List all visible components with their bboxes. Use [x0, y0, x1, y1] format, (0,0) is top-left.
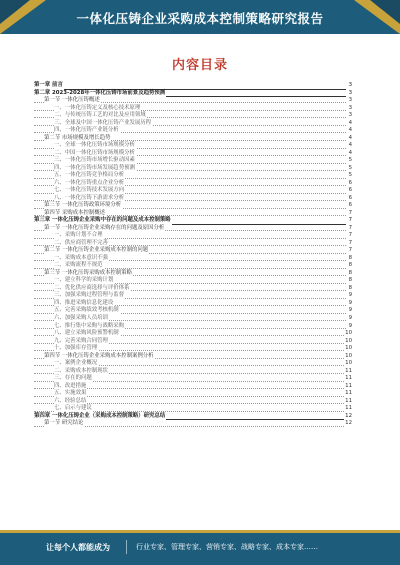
toc-entry-label: 五、完善采购绩效考核机制 [54, 307, 119, 314]
toc-entry-label: 六、加强采购人员培训 [54, 314, 108, 321]
toc-entry-page: 6 [348, 194, 352, 201]
toc-entry-page: 4 [348, 127, 352, 134]
toc-entry[interactable] [34, 135, 352, 143]
toc-entry[interactable] [34, 82, 352, 90]
toc-entry-page: 3 [348, 82, 352, 88]
toc-entry[interactable] [34, 292, 352, 300]
toc-entry-label: 二、采购流程不规范 [54, 262, 103, 269]
toc-entry-page: 10 [345, 360, 352, 367]
toc-entry-label: 九、完善采购合同管理 [54, 337, 108, 344]
toc-entry-label: 六、一体化压铸重点企业分析 [54, 179, 125, 186]
toc-entry[interactable] [34, 262, 352, 270]
table-of-contents [34, 82, 352, 428]
toc-entry-label: 第一节 一体化压铸概述 [44, 97, 100, 104]
toc-entry-label: 三、存在的问题 [54, 375, 92, 382]
toc-entry-page: 11 [345, 390, 352, 397]
toc-entry[interactable] [34, 420, 352, 428]
toc-entry[interactable] [34, 97, 352, 105]
toc-entry-page: 12 [345, 412, 352, 419]
toc-entry-page: 8 [348, 269, 352, 276]
toc-entry-label: 七、启示与建议 [54, 405, 92, 412]
toc-entry-page: 4 [348, 134, 352, 141]
toc-entry[interactable] [34, 277, 352, 285]
toc-entry-page: 4 [348, 149, 352, 156]
toc-entry-label: 第一章 前言 [34, 82, 63, 88]
toc-leader-dots [34, 82, 346, 90]
toc-entry-page: 6 [348, 179, 352, 186]
toc-entry-label: 二、采购成本控制现状 [54, 367, 108, 374]
toc-entry-label: 三、全球及中国一体化压铸产业发展历程 [54, 119, 152, 126]
toc-entry[interactable] [34, 120, 352, 128]
footer-slogan: 让每个人都能成为 [46, 543, 110, 552]
toc-entry[interactable] [34, 383, 352, 391]
toc-entry-page: 4 [348, 119, 352, 126]
toc-entry-page: 11 [345, 397, 352, 404]
toc-entry[interactable] [34, 315, 352, 323]
toc-entry-page: 6 [348, 187, 352, 194]
toc-entry-label: 第三节 一体化压铸政策环境分析 [44, 202, 122, 209]
toc-entry[interactable] [34, 187, 352, 195]
toc-entry-page: 6 [348, 202, 352, 209]
toc-entry[interactable] [34, 405, 352, 413]
toc-entry-page: 7 [348, 239, 352, 246]
toc-entry-label: 一、一体化压铸定义及核心技术原理 [54, 104, 141, 111]
toc-entry-page: 3 [348, 104, 352, 111]
toc-entry[interactable] [34, 390, 352, 398]
toc-entry-page: 5 [348, 172, 352, 179]
toc-entry-label: 二、优化供应商选择与评价体系 [54, 284, 130, 291]
toc-entry-page: 7 [348, 232, 352, 239]
toc-entry[interactable] [34, 338, 352, 346]
toc-entry[interactable] [34, 247, 352, 255]
toc-entry-label: 八、建立采购风险预警机制 [54, 330, 119, 337]
toc-entry-label: 一、案例企业概况 [54, 360, 98, 367]
toc-entry[interactable] [34, 172, 352, 180]
toc-entry-page: 11 [345, 382, 352, 389]
toc-entry-label: 第四节 采购成本控制概述 [44, 209, 106, 216]
page-footer [0, 530, 400, 565]
toc-entry-label: 四、改进措施 [54, 382, 87, 389]
footer-divider [126, 540, 127, 554]
toc-entry-label: 三、加强采购过程管理与监督 [54, 292, 125, 299]
toc-entry-page: 8 [348, 284, 352, 291]
toc-entry-page: 10 [345, 352, 352, 359]
toc-entry[interactable] [34, 307, 352, 315]
report-title: 一体化压铸企业采购成本控制策略研究报告 [76, 11, 324, 26]
toc-entry-label: 一、建立科学的采购计划 [54, 277, 114, 284]
toc-entry[interactable] [34, 345, 352, 353]
toc-entry-page: 11 [345, 367, 352, 374]
toc-entry-page: 5 [348, 164, 352, 171]
toc-entry-label: 一、采购计划不合理 [54, 232, 103, 239]
toc-entry-label: 八、一体化压铸下游需求分析 [54, 194, 125, 201]
toc-entry-page: 9 [348, 292, 352, 299]
footer-stripe [0, 530, 400, 533]
toc-entry-page: 7 [348, 224, 352, 231]
toc-entry-page: 9 [348, 307, 352, 314]
toc-entry-page: 7 [348, 217, 352, 224]
toc-entry-label: 四、推进采购信息化建设 [54, 299, 114, 306]
toc-entry-label: 第四节 一体化压铸企业采购成本控制案例分析 [44, 352, 154, 359]
toc-entry-page: 3 [348, 97, 352, 104]
toc-entry-label: 第一节 研究结论 [44, 420, 84, 427]
toc-entry-label: 一、采购成本意识不强 [54, 254, 108, 261]
toc-entry-page: 9 [348, 299, 352, 306]
toc-entry[interactable] [34, 353, 352, 361]
toc-entry-label: 十、加强库存管理 [54, 345, 98, 352]
toc-entry-label: 第四章 一体化压铸企业（采购成本控制策略）研究总结 [34, 412, 166, 419]
toc-entry-label: 四、一体化压铸市场发展趋势预测 [54, 164, 135, 171]
toc-entry[interactable] [34, 112, 352, 120]
toc-entry-label: 四、一体化压铸产业链分析 [54, 127, 119, 134]
toc-entry-page: 11 [345, 405, 352, 412]
toc-entry-page: 11 [345, 375, 352, 382]
toc-entry-label: 第三章 一体化压铸企业采购中存在的问题及成本控制策略 [34, 217, 171, 224]
toc-entry-page: 8 [348, 254, 352, 261]
toc-entry-page: 8 [348, 277, 352, 284]
toc-entry-label: 第一节 一体化压铸企业采购存在的问题及原因分析 [44, 224, 165, 231]
footer-roles: 行业专家、管理专家、营销专家、战略专家、成本专家…… [136, 543, 318, 551]
toc-entry-label: 七、推行集中采购与战略采购 [54, 322, 125, 329]
toc-entry-page: 10 [345, 330, 352, 337]
toc-entry-page: 7 [348, 247, 352, 254]
toc-entry-label: 第二章 2023-2028年一体化压铸市场前景及趋势预测 [34, 89, 166, 96]
toc-entry[interactable] [34, 217, 352, 225]
toc-entry-page: 8 [348, 262, 352, 269]
toc-entry[interactable] [34, 90, 352, 98]
toc-entry-page: 9 [348, 314, 352, 321]
toc-entry-page: 9 [348, 322, 352, 329]
toc-entry[interactable] [34, 157, 352, 165]
toc-entry-label: 五、一体化压铸竞争格局分析 [54, 172, 125, 179]
toc-entry-label: 二、中国一体化压铸市场规模分析 [54, 149, 135, 156]
toc-entry-page: 4 [348, 142, 352, 149]
toc-entry-page: 3 [348, 89, 352, 96]
toc-entry[interactable] [34, 127, 352, 135]
toc-entry[interactable] [34, 330, 352, 338]
toc-entry-label: 第二节 一体化压铸企业采购成本控制的问题 [44, 247, 149, 254]
toc-entry-page: 12 [345, 420, 352, 427]
toc-entry-label: 二、与传统压铸工艺的对比及应用领域 [54, 112, 146, 119]
toc-entry-label: 七、一体化压铸技术发展方向 [54, 187, 125, 194]
toc-entry[interactable] [34, 375, 352, 383]
toc-entry-label: 第三节 一体化压铸采购成本控制策略 [44, 269, 132, 276]
toc-entry-label: 第二节 市场规模及增长趋势 [44, 134, 111, 141]
page-header [0, 0, 400, 34]
toc-entry[interactable] [34, 202, 352, 210]
toc-entry-label: 二、供应商管理不完善 [54, 239, 108, 246]
toc-entry-page: 7 [348, 209, 352, 216]
toc-entry-label: 六、经验总结 [54, 397, 87, 404]
toc-entry[interactable] [34, 323, 352, 331]
toc-entry-page: 10 [345, 345, 352, 352]
toc-heading: 内容目录 [171, 58, 228, 73]
toc-entry[interactable] [34, 142, 352, 150]
toc-entry[interactable] [34, 360, 352, 368]
toc-entry[interactable] [34, 105, 352, 113]
toc-entry-page: 10 [345, 337, 352, 344]
toc-entry-page: 5 [348, 157, 352, 164]
toc-entry[interactable] [34, 232, 352, 240]
toc-entry-page: 3 [348, 112, 352, 119]
toc-entry-label: 三、一体化压铸市场增长驱动因素 [54, 157, 135, 164]
toc-entry[interactable] [34, 368, 352, 376]
toc-entry-label: 一、全球一体化压铸市场规模分析 [54, 142, 135, 149]
toc-entry-label: 五、实施效果 [54, 390, 87, 397]
